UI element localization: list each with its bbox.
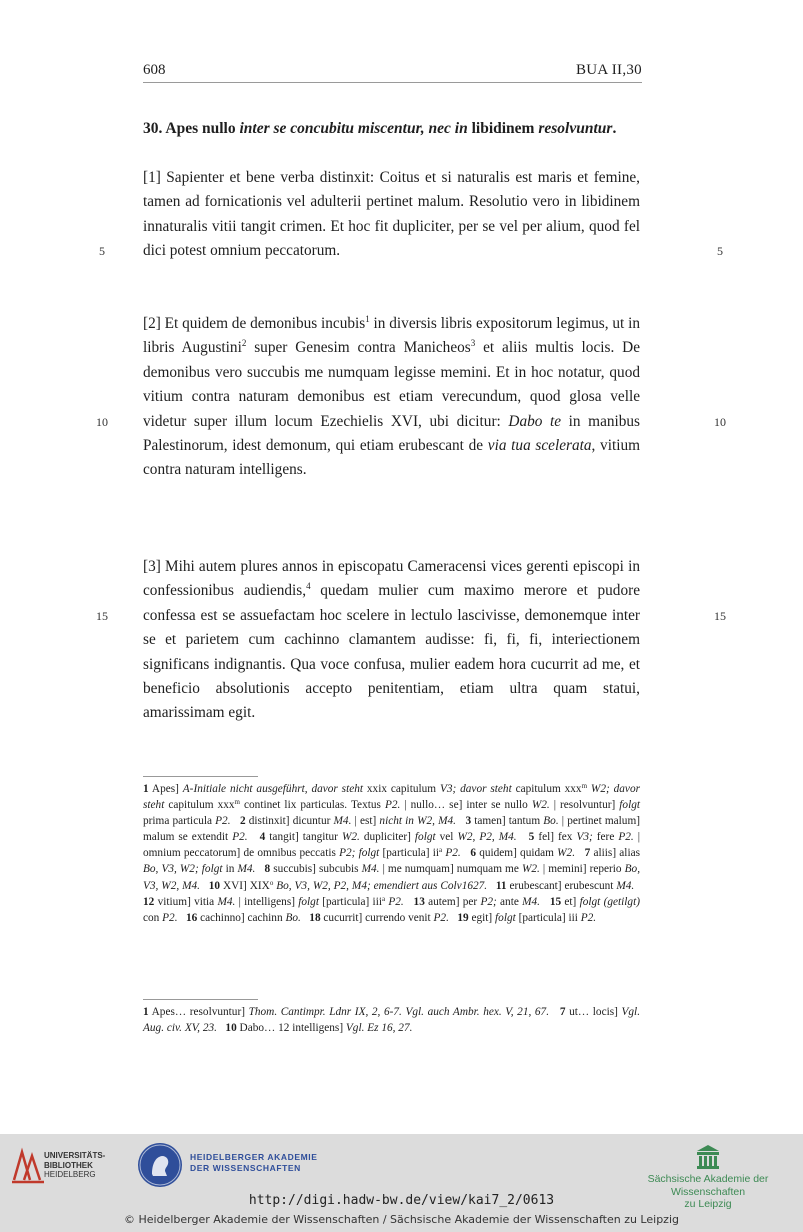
paragraph-2 — [143, 312, 640, 483]
source-italic: Vgl. Aug. civ. XV, 23. — [143, 1006, 641, 1035]
apparatus-text: autem] per — [424, 895, 481, 908]
critical-apparatus — [143, 781, 640, 926]
title-middle: libidinem — [467, 120, 539, 137]
apparatus-italic: Bo. — [285, 911, 301, 924]
heidelberg-academy-name[interactable] — [190, 1152, 318, 1174]
apparatus-text: fere — [592, 831, 619, 844]
apparatus-line-10: 10 — [208, 879, 221, 892]
apparatus-line-11: 11 — [495, 879, 507, 892]
hadw-line-1: HEIDELBERGER AKADEMIE — [190, 1152, 318, 1162]
saw-line-2: zu Leipzig — [684, 1198, 732, 1210]
hadw-line-2: DER WISSENSCHAFTEN — [190, 1163, 301, 1173]
running-title: BUA II,30 — [575, 62, 642, 78]
apparatus-italic: P2. — [232, 831, 248, 844]
apparatus-italic: P2. — [580, 911, 597, 924]
apparatus-italic: W2. — [531, 799, 550, 812]
apparatus-line-6: 6 — [470, 847, 476, 860]
apparatus-italic: Bo. — [543, 815, 559, 828]
p3-text-a: [3] Mihi autem plures annos in episcopatu Cameracensi vices gerenti episcopi in confessionibus audiendis, — [143, 558, 640, 600]
copyright-notice: © Heidelberger Akademie der Wissenschaften / Sächsische Akademie der Wissenschaften zu Leipzig — [123, 1213, 679, 1226]
apparatus-text: | resolvuntur] — [549, 799, 620, 812]
apparatus-line-2: 2 — [239, 815, 246, 828]
apparatus-italic: folgt (getilgt) — [579, 895, 640, 908]
apparatus-text: cachinno] cachinn — [197, 911, 286, 924]
apparatus-text: tangit] tangitur — [265, 831, 342, 844]
line-number-15-right: 15 — [714, 609, 726, 623]
apparatus-italic: M4. — [361, 863, 380, 876]
source-italic: Vgl. Ez 16, 27. — [345, 1022, 413, 1035]
p2-text-b: in diversis libris expositorum legimus, ut in libris Augustini — [143, 315, 640, 357]
sources-rule — [143, 999, 258, 1000]
apparatus-italic: Bo, V3, W2; folgt — [143, 863, 223, 876]
apparatus-line-16: 16 — [186, 911, 198, 924]
p2-italic-quote-1: Dabo te — [508, 412, 562, 430]
apparatus-text: | est] — [351, 815, 380, 828]
university-library-name[interactable] — [44, 1151, 105, 1180]
apparatus-text: cucurrit] currendo venit — [320, 911, 434, 924]
apparatus-text: | pertinet malum] malum se extendit — [143, 815, 640, 844]
apparatus-text: | memini] reperio — [539, 863, 625, 876]
line-number-15-left: 15 — [96, 609, 108, 623]
source-line-1: 1 — [143, 1006, 149, 1018]
apparatus-text: vitium] vitia — [154, 895, 218, 908]
apparatus-text: erubescant] erubescunt — [506, 879, 617, 892]
p2-italic-quote-2: via tua scelerata — [487, 437, 592, 455]
apparatus-italic: W2. — [557, 847, 576, 860]
paragraph-1: [1] Sapienter et bene verba distinxit: Coitus et si naturalis est maris et femine, tamen ad fornicationis vel adulterii pertinet malum. Resolutio vero in libidinem innaturalis vitii tangit crimen. Et hoc fit dupliciter, per se vel per alium, quod fel dici potest omnium peccatorum. — [143, 169, 640, 260]
paragraph-3 — [143, 555, 640, 726]
apparatus-italic: folgt — [414, 831, 436, 844]
apparatus-italic: P2. — [433, 911, 449, 924]
apparatus-text: xxix capitulum — [363, 783, 440, 795]
apparatus-line-18: 18 — [309, 911, 321, 924]
ub-line-3: HEIDELBERG — [44, 1170, 96, 1179]
source-line-10: 10 — [225, 1022, 237, 1035]
apparatus-italic: M4. — [217, 895, 236, 908]
apparatus-line-8: 8 — [264, 863, 271, 876]
ub-line-1: UNIVERSITÄTS- — [44, 1151, 106, 1160]
apparatus-text: capitulum xxx — [164, 799, 235, 812]
apparatus-text: prima particula — [143, 815, 216, 828]
apparatus-line-7: 7 — [584, 847, 591, 860]
apparatus-text: continet lix particulas. Textus — [239, 799, 385, 812]
apparatus-text: in — [222, 863, 238, 876]
apparatus-italic: P2. — [384, 799, 401, 812]
source-text: Dabo… 12 intelligens] — [236, 1022, 346, 1035]
apparatus-line-4: 4 — [259, 831, 266, 844]
apparatus-italic: M4. — [522, 895, 541, 908]
apparatus-sup: o — [269, 878, 274, 887]
line-number-5-right: 5 — [717, 244, 723, 258]
apparatus-line-13: 13 — [413, 895, 425, 908]
apparatus-italic: W2; davor steht — [143, 783, 640, 812]
apparatus-text: distinxit] dicuntur — [245, 815, 334, 828]
footnote-ref-1: 1 — [365, 314, 370, 324]
apparatus-text: capitulum xxx — [511, 783, 582, 795]
university-library-logo-icon[interactable] — [10, 1146, 46, 1186]
apparatus-italic: P2. — [215, 815, 231, 828]
apparatus-italic: P2. — [618, 831, 634, 844]
apparatus-italic: M4. — [616, 879, 635, 892]
footnote-ref-3: 3 — [470, 338, 476, 349]
source-text: ut… locis] — [565, 1006, 622, 1018]
apparatus-text: | me numquam] numquam me — [379, 863, 522, 876]
chapter-title — [143, 120, 642, 138]
apparatus-text: | omnium peccatorum] de omnibus peccatis — [143, 831, 640, 860]
apparatus-line-1: 1 — [143, 783, 149, 795]
apparatus-italic: W2. — [521, 863, 540, 876]
apparatus-text: [particula] ii — [379, 847, 440, 860]
source-line-7: 7 — [559, 1006, 566, 1018]
line-number-10-left: 10 — [96, 415, 108, 429]
title-number: 30. Apes nullo — [143, 120, 240, 137]
apparatus-italic: V3; — [576, 831, 593, 844]
apparatus-italic: W2, P2, M4. — [457, 831, 517, 844]
apparatus-text: fel] fex — [534, 831, 577, 844]
apparatus-line-12: 12 — [143, 895, 155, 908]
apparatus-line-3: 3 — [465, 815, 472, 828]
athena-head-icon — [138, 1143, 182, 1187]
apparatus-italic: V3; davor steht — [439, 783, 512, 795]
apparatus-rule — [143, 776, 258, 777]
apparatus-line-5: 5 — [528, 831, 535, 844]
apparatus-text: quidem] quidam — [476, 847, 558, 860]
apparatus-text: [particula] iii — [318, 895, 382, 908]
apparatus-italic: P2; folgt — [339, 847, 380, 860]
apparatus-line-15: 15 — [549, 895, 562, 908]
apparatus-text: vel — [435, 831, 458, 844]
apparatus-text: succubis] subcubis — [270, 863, 362, 876]
apparatus-italic: P2. — [442, 847, 461, 860]
apparatus-italic: M4. — [237, 863, 256, 876]
footnote-ref-2: 2 — [241, 338, 247, 349]
apparatus-italic: folgt — [298, 895, 319, 908]
title-italic-a: inter se concubitu miscentur, nec in — [239, 120, 468, 137]
source-apparatus — [143, 1004, 640, 1036]
p2-text-f: , vitium contra naturam intelligens. — [143, 437, 640, 479]
p2-text-a: [2] Et quidem de demonibus incubis — [143, 315, 366, 332]
footnote-ref-4: 4 — [306, 581, 311, 592]
title-italic-b: resolvuntur — [538, 120, 613, 137]
apparatus-text: XVI] XIX — [220, 879, 270, 892]
saw-line-1: Sächsische Akademie der Wissenschaften — [647, 1173, 769, 1198]
p2-text-c: super Genesim contra Manicheos — [246, 339, 471, 357]
apparatus-italic: W2. — [341, 831, 360, 844]
source-italic: Thom. Cantimpr. Ldnr IX, 2, 6-7. Vgl. auch Ambr. hex. V, 21, 67. — [248, 1006, 550, 1018]
heidelberg-academy-seal-icon[interactable] — [138, 1143, 182, 1187]
apparatus-text: [particula] iii — [515, 911, 581, 924]
apparatus-italic: P2. — [385, 895, 404, 908]
apparatus-italic: folgt — [619, 799, 640, 812]
p2-text-e: in manibus Palestinorum, idest demonum, qui etiam erubescant de — [143, 412, 641, 455]
apparatus-italic: Bo, V3, W2, M4. — [143, 863, 641, 892]
apparatus-text: aliis] alias — [590, 847, 640, 860]
saxon-academy-building-icon[interactable] — [695, 1144, 721, 1170]
line-number-5-left: 5 — [99, 244, 105, 258]
apparatus-text: et] — [561, 895, 580, 908]
apparatus-text: con — [143, 911, 163, 924]
apparatus-sup: a — [381, 894, 386, 903]
source-text: Apes… resolvuntur] — [148, 1006, 249, 1018]
p2-text-d: et aliis multis locis. De demonibus vero succubis me numquam legisse memini. Et in hoc notatur, quod vitium contra naturam demonibus est etiam verecundum, quod glosa velle videtur super illum locum Ezechielis XVI, ubi dicitur: — [143, 339, 640, 430]
running-header — [143, 60, 642, 83]
apparatus-text: | intelligens] — [235, 895, 299, 908]
apparatus-text: dupliciter] — [359, 831, 415, 844]
p3-text-b: quedam mulier cum maximo merore et pudore confessa est se assuefactam hoc scelere in lectulo lascivisse, demonemque inter se et parietem cum cachinno clamantem audisse: fi, fi, fi, interiectionem significans indignantis. Qua voce confusa, mulier eadem hora cucurrit ad me, et beneficio absolutionis accepto penitentiam, etiam ultra quam statui, amarissimam egit. — [143, 582, 640, 722]
line-number-10-right: 10 — [714, 415, 726, 429]
apparatus-italic: M4. — [333, 815, 352, 828]
ub-line-2: BIBLIOTHEK — [44, 1160, 93, 1170]
page-number: 608 — [143, 62, 166, 78]
apparatus-italic: P2; — [480, 895, 497, 908]
apparatus-sup: m — [234, 798, 240, 807]
apparatus-sup: m — [581, 782, 588, 790]
apparatus-line-19: 19 — [457, 911, 469, 924]
apparatus-sup: a — [439, 846, 443, 855]
apparatus-italic: nicht in W2, M4. — [379, 815, 456, 828]
apparatus-text: ante — [496, 895, 523, 908]
apparatus-italic: P2. — [162, 911, 178, 924]
apparatus-text: | nullo… se] inter se nullo — [400, 799, 532, 812]
apparatus-italic: Bo, V3, W2, P2, M4; emendiert aus Colv1627. — [273, 879, 488, 892]
apparatus-text: tamen] tantum — [471, 815, 544, 828]
apparatus-italic: folgt — [495, 911, 516, 924]
apparatus-text: egit] — [468, 911, 496, 924]
apparatus-italic: A-Initiale nicht ausgeführt, davor steht — [182, 783, 364, 795]
permalink-url[interactable]: http://digi.hadw-bw.de/view/kai7_2/0613 — [248, 1193, 555, 1208]
apparatus-text: Apes] — [148, 783, 183, 795]
title-end: . — [612, 120, 617, 137]
